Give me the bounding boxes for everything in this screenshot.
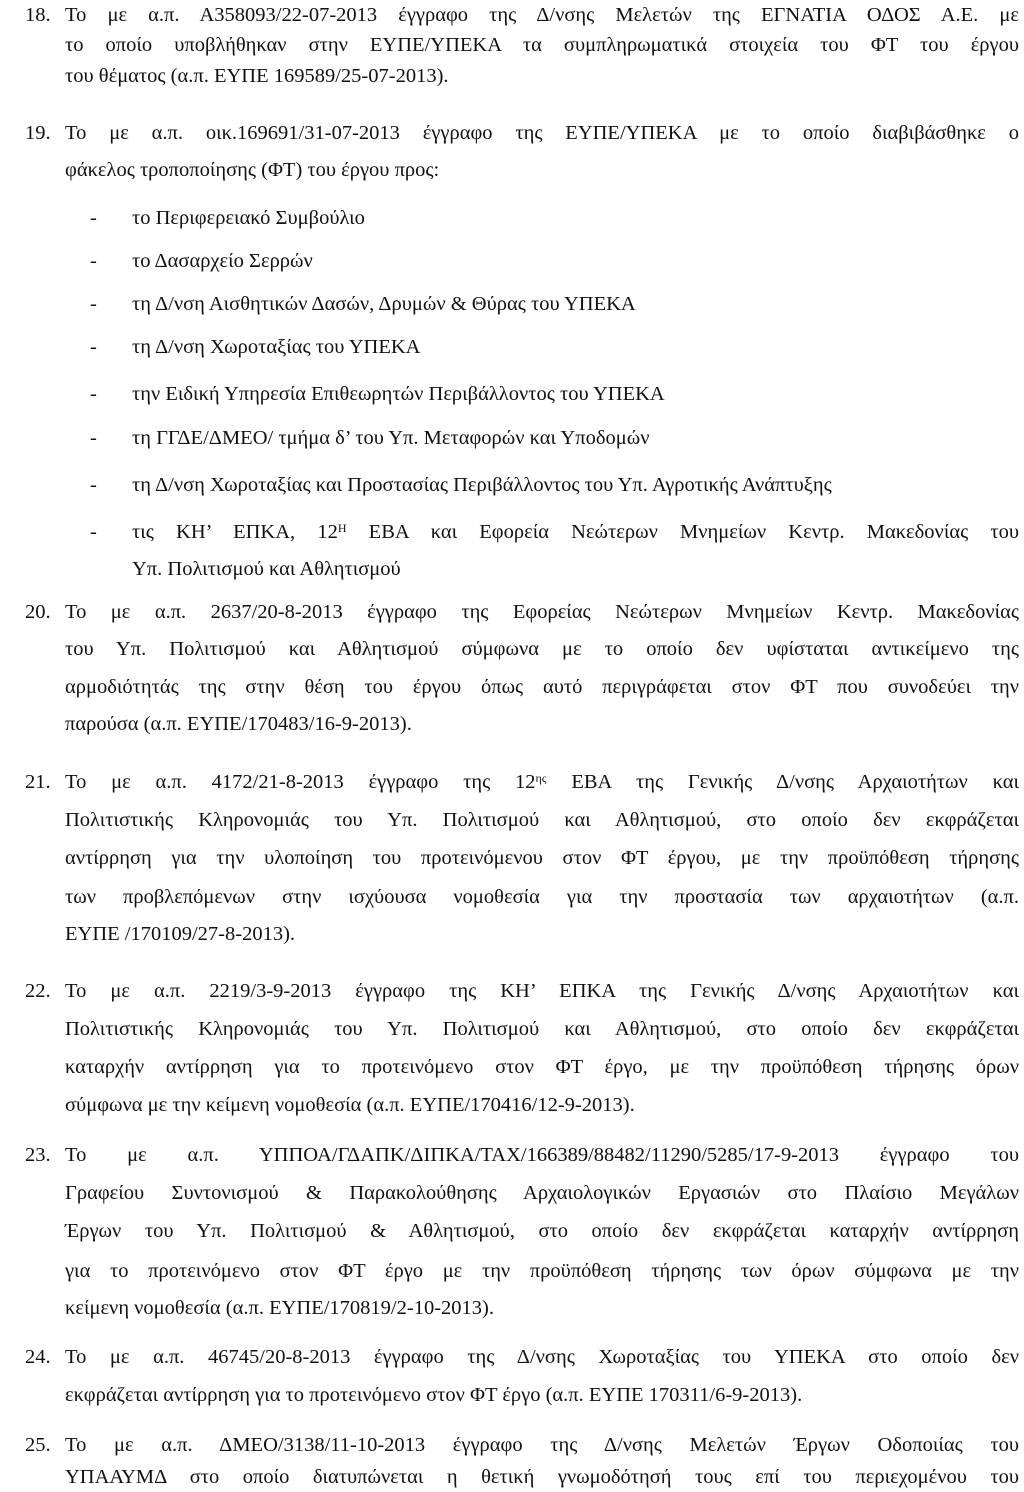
- item-text-line: Έργων του Υπ. Πολιτισμού & Αθλητισμού, στο οποίο δεν εκφράζεται καταρχήν αντίρρηση: [65, 1220, 1019, 1242]
- item-text-line: [65, 767, 1019, 797]
- item-text-line: καταρχήν αντίρρηση για το προτεινόμενο στον ΦΤ έργο, με την προϋπόθεση τήρησης όρων: [65, 1056, 1019, 1078]
- item-number: 19.: [25, 122, 51, 144]
- item-text-line: Το με α.π. 2219/3-9-2013 έγγραφο της ΚΗ’ ΕΠΚΑ της Γενικής Δ/νσης Αρχαιοτήτων και: [65, 980, 1019, 1002]
- item-text-line: του Υπ. Πολιτισμού και Αθλητισμού σύμφωνα με το οποίο δεν υφίσταται αντικείμενο της: [65, 638, 1019, 660]
- item-text-line: ΥΠΑΑΥΜΔ στο οποίο διατυπώνεται η θετική γνωμοδότησή τους επί του περιεχομένου του: [65, 1466, 1019, 1488]
- item-text-line: Το με α.π. Α358093/22-07-2013 έγγραφο της Δ/νσης Μελετών της ΕΓΝΑΤΙΑ ΟΔΟΣ Α.Ε. με: [65, 4, 1019, 26]
- item-number: 25.: [25, 1434, 51, 1456]
- item-text-line: Το με α.π. 46745/20-8-2013 έγγραφο της Δ/νσης Χωροταξίας του ΥΠΕΚΑ στο οποίο δεν: [65, 1346, 1019, 1368]
- item-number: 20.: [25, 601, 51, 623]
- item-number: 23.: [25, 1144, 51, 1166]
- item-text-line: το οποίο υποβλήθηκαν στην ΕΥΠΕ/ΥΠΕΚΑ τα συμπληρωματικά στοιχεία του ΦΤ του έργου: [65, 34, 1019, 56]
- recipient-item: τη Δ/νση Χωροταξίας και Προστασίας Περιβάλλοντος του Υπ. Αγροτικής Ανάπτυξης: [132, 474, 832, 496]
- item-text-line: αρμοδιότητάς της στην θέση του έργου όπως αυτό περιγράφεται στον ΦΤ που συνοδεύει την: [65, 676, 1019, 698]
- bullet-dash: -: [90, 293, 97, 315]
- item-text-line: αντίρρηση για την υλοποίηση του προτεινόμενου στον ΦΤ έργου, με την προϋπόθεση τήρησης: [65, 847, 1019, 869]
- item-text-line: Πολιτιστικής Κληρονομιάς του Υπ. Πολιτισμού και Αθλητισμού, στο οποίο δεν εκφράζεται: [65, 1018, 1019, 1040]
- recipient-text: ΕΒΑ και Εφορεία Νεώτερων Μνημείων Κεντρ. Μακεδονίας του: [346, 521, 1019, 543]
- item-text-line: ΕΥΠΕ /170109/27-8-2013).: [65, 923, 296, 945]
- item-text: ΕΒΑ της Γενικής Δ/νσης Αρχαιοτήτων και: [546, 771, 1019, 793]
- item-text: Το με α.π. 4172/21-8-2013 έγγραφο της 12: [65, 771, 536, 793]
- item-number: 21.: [25, 771, 51, 793]
- recipient-item-continuation: Υπ. Πολιτισμού και Αθλητισμού: [132, 558, 401, 580]
- item-text-line: του θέματος (α.π. ΕΥΠΕ 169589/25-07-2013).: [65, 65, 449, 87]
- bullet-dash: -: [90, 336, 97, 358]
- recipient-item: [132, 517, 1019, 547]
- recipient-item: τη Δ/νση Αισθητικών Δασών, Δρυμών & Θύρας του ΥΠΕΚΑ: [132, 293, 636, 315]
- recipient-item: τη ΓΓΔΕ/ΔΜΕΟ/ τμήμα δ’ του Υπ. Μεταφορών και Υποδομών: [132, 427, 650, 449]
- bullet-dash: -: [90, 474, 97, 496]
- item-text-line: για το προτεινόμενο στον ΦΤ έργο με την προϋπόθεση τήρησης των όρων σύμφωνα με την: [65, 1260, 1019, 1282]
- item-text-line: των προβλεπόμενων στην ισχύουσα νομοθεσία για την προστασία των αρχαιοτήτων (α.π.: [65, 886, 1019, 908]
- superscript: ης: [535, 771, 547, 785]
- item-text-line: Γραφείου Συντονισμού & Παρακολούθησης Αρχαιολογικών Εργασιών στο Πλαίσιο Μεγάλων: [65, 1182, 1019, 1204]
- bullet-dash: -: [90, 521, 97, 543]
- bullet-dash: -: [90, 250, 97, 272]
- recipient-item: το Δασαρχείο Σερρών: [132, 250, 313, 272]
- item-text-line: Το με α.π. 2637/20-8-2013 έγγραφο της Εφορείας Νεώτερων Μνημείων Κεντρ. Μακεδονίας: [65, 601, 1019, 623]
- item-text-line: Πολιτιστικής Κληρονομιάς του Υπ. Πολιτισμού και Αθλητισμού, στο οποίο δεν εκφράζεται: [65, 809, 1019, 831]
- item-number: 18.: [25, 4, 51, 26]
- item-text-line: φάκελος τροποποίησης (ΦΤ) του έργου προς:: [65, 159, 440, 181]
- item-text-line: σύμφωνα με την κείμενη νομοθεσία (α.π. ΕΥΠΕ/170416/12-9-2013).: [65, 1094, 635, 1116]
- item-text-line: κείμενη νομοθεσία (α.π. ΕΥΠΕ/170819/2-10-2013).: [65, 1297, 494, 1319]
- item-text-line: εκφράζεται αντίρρηση για το προτεινόμενο στον ΦΤ έργο (α.π. ΕΥΠΕ 170311/6-9-2013).: [65, 1384, 803, 1406]
- recipient-item: την Ειδική Υπηρεσία Επιθεωρητών Περιβάλλοντος του ΥΠΕΚΑ: [132, 383, 665, 405]
- item-text-line: Το με α.π. ΥΠΠΟΑ/ΓΔΑΠΚ/ΔΙΠΚΑ/ΤΑΧ/166389/88482/11290/5285/17-9-2013 έγγραφο του: [65, 1144, 1019, 1166]
- item-number: 22.: [25, 980, 51, 1002]
- bullet-dash: -: [90, 427, 97, 449]
- item-text-line: Το με α.π. ΔΜΕΟ/3138/11-10-2013 έγγραφο της Δ/νσης Μελετών Έργων Οδοποιίας του: [65, 1434, 1019, 1456]
- item-number: 24.: [25, 1346, 51, 1368]
- recipient-item: το Περιφερειακό Συμβούλιο: [132, 207, 365, 229]
- item-text-line: Το με α.π. οικ.169691/31-07-2013 έγγραφο της ΕΥΠΕ/ΥΠΕΚΑ με το οποίο διαβιβάσθηκε ο: [65, 122, 1019, 144]
- recipient-text: τις ΚΗ’ ΕΠΚΑ, 12: [132, 521, 338, 543]
- item-text-line: παρούσα (α.π. ΕΥΠΕ/170483/16-9-2013).: [65, 713, 412, 735]
- superscript: Η: [337, 521, 347, 535]
- bullet-dash: -: [90, 383, 97, 405]
- recipient-item: τη Δ/νση Χωροταξίας του ΥΠΕΚΑ: [132, 336, 421, 358]
- bullet-dash: -: [90, 207, 97, 229]
